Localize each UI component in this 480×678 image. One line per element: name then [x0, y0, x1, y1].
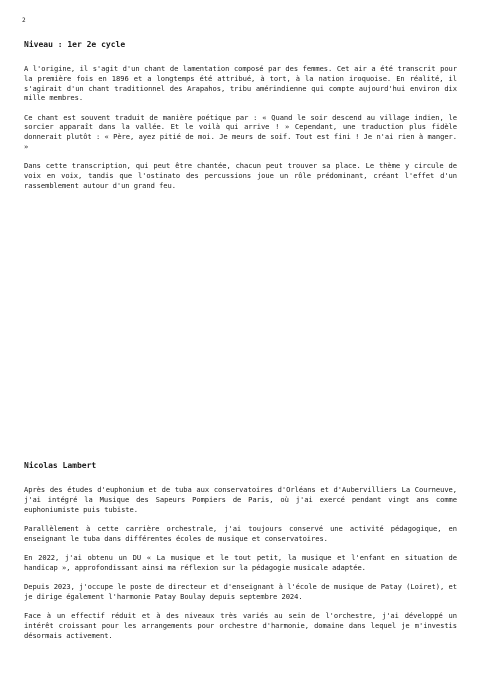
- author-paragraph-3: En 2022, j'ai obtenu un DU « La musique et le tout petit, la musique et l'enfant en situation de handicap », approfondissant ainsi ma réflexion sur la pédagogie musicale adaptée.: [24, 552, 457, 572]
- page-number: 2: [22, 17, 26, 24]
- author-paragraph-1: Après des études d'euphonium et de tuba aux conservatoires d'Orléans et d'Aubervilliers La Courneuve, j'ai intégré la Musique des Sapeurs Pompiers de Paris, où j'ai exercé pendant vingt ans comme euphoniumiste puis tubiste.: [24, 485, 457, 514]
- author-paragraph-4: Depuis 2023, j'occupe le poste de directeur et d'enseignant à l'école de musique de Patay (Loiret), et je dirige également l'harmonie Patay Boulay depuis septembre 2024.: [24, 582, 457, 601]
- level-heading: Niveau : 1er 2e cycle: [24, 40, 126, 49]
- level-section: [24, 39, 457, 200]
- level-paragraph-1: A l'origine, il s'agit d'un chant de lamentation composé par des femmes. Cet air a été transcrit pour la première fois en 1896 et a longtemps été attribué, à tort, à la nation iroquoise. En réalité, il s'agirait d'un chant traditionnel des Arapahos, tribu amérindienne qui compte aujourd'hui environ dix mille membres.: [24, 64, 457, 103]
- author-paragraph-2: Parallèlement à cette carrière orchestrale, j'ai toujours conservé une activité pédagogique, en enseignant le tuba dans différentes écoles de musique et conservatoires.: [24, 523, 457, 543]
- level-paragraph-2: Ce chant est souvent traduit de manière poétique par : « Quand le soir descend au village indien, le sorcier apparaît dans la vallée. Et le voilà qui arrive ! » Cependant, une traduction plus fidèle donnerait plutôt : « Père, ayez pitié de moi. Je meurs de soif. Tout est fini ! Je n'ai rien à manger. »: [24, 112, 457, 152]
- author-section: [24, 460, 457, 650]
- author-paragraph-5: Face à un effectif réduit et à des niveaux très variés au sein de l'orchestre, j'ai développé un intérêt croissant pour les arrangements pour orchestre d'harmonie, domaine dans lequel je m'investis désormais activement.: [24, 611, 457, 640]
- author-heading: Nicolas Lambert: [24, 461, 97, 470]
- level-paragraph-3: Dans cette transcription, qui peut être chantée, chacun peut trouver sa place. Le thème y circule de voix en voix, tandis que l'ostinato des percussions joue un rôle prédominant, créant l'effet d'un rassemblement autour d'un grand feu.: [24, 161, 457, 190]
